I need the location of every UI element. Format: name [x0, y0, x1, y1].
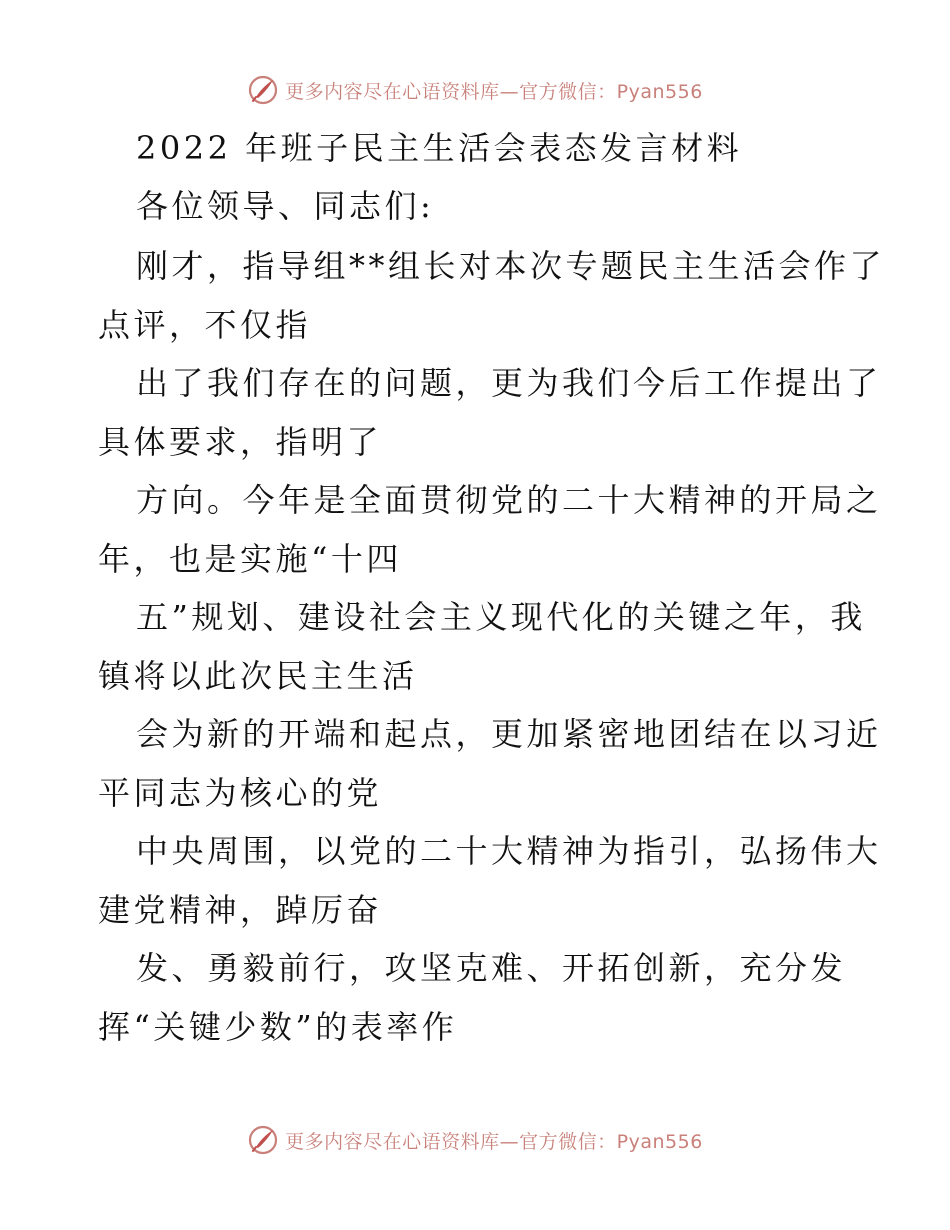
watermark-text: 更多内容尽在心语资料库—官方微信：Pyan556 — [285, 80, 703, 103]
watermark-text: 更多内容尽在心语资料库—官方微信：Pyan556 — [285, 1130, 703, 1153]
paragraph-line: 发、勇毅前行，攻坚克难、开拓创新，充分发 — [136, 949, 847, 987]
paragraph-line: 具体要求，指明了 — [98, 423, 383, 461]
paragraph-line: 挥“关键少数”的表率作 — [98, 1008, 458, 1046]
paragraph-line: 出了我们存在的问题，更为我们今后工作提出了 — [136, 364, 882, 402]
paragraph-line: 中央周围，以党的二十大精神为指引，弘扬伟大 — [136, 832, 882, 870]
salutation: 各位领导、同志们: — [136, 187, 435, 225]
paragraph-line: 五”规划、建设社会主义现代化的关键之年，我 — [136, 598, 866, 636]
watermark-header — [0, 68, 950, 112]
paragraph-line: 方向。今年是全面贯彻党的二十大精神的开局之 — [136, 481, 882, 519]
watermark-footer — [0, 1118, 950, 1162]
quill-pen-logo-icon — [247, 74, 279, 106]
document-title: 2022 年班子民主生活会表态发言材料 — [136, 129, 743, 167]
paragraph-line: 会为新的开端和起点，更加紧密地团结在以习近 — [136, 715, 882, 753]
paragraph-line: 镇将以此次民主生活 — [98, 657, 418, 695]
paragraph-line: 年，也是实施“十四 — [98, 540, 402, 578]
paragraph-line: 刚才，指导组**组长对本次专题民主生活会作了 — [136, 247, 886, 285]
paragraph-line: 平同志为核心的党 — [98, 774, 383, 812]
paragraph-line: 建党精神，踔厉奋 — [98, 891, 383, 929]
quill-pen-logo-icon — [247, 1124, 279, 1156]
paragraph-line: 点评，不仅指 — [98, 306, 312, 344]
